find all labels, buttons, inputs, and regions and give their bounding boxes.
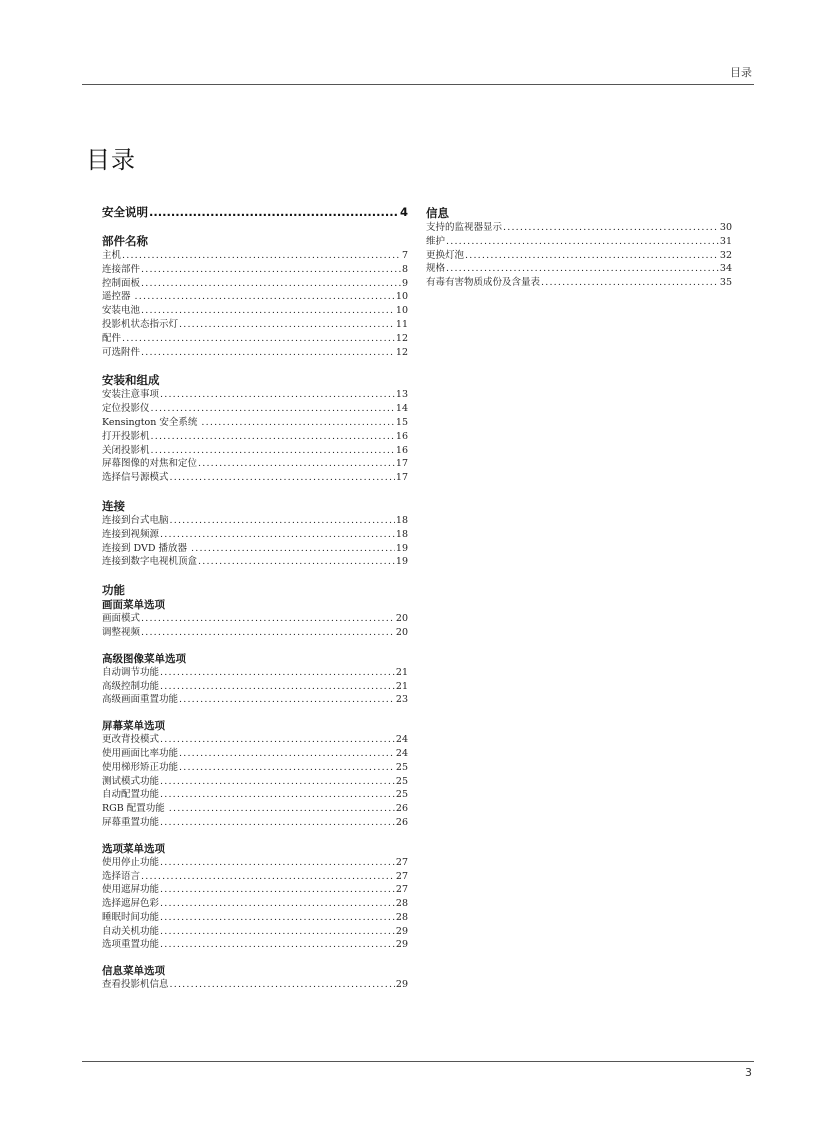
toc-entry-label: 屏幕图像的对焦和定位 [102,458,198,470]
subsection-title: 屏幕菜单选项 [102,720,165,733]
toc-entry-page: 14 [395,403,408,415]
toc-entry-page: 15 [395,416,408,428]
toc-entry-label: 高级控制功能 [102,680,160,692]
toc-entry-label: 高级画面重置功能 [102,694,179,706]
toc-entry[interactable] [102,883,408,897]
toc-dot-leader [141,626,395,640]
toc-dot-leader [151,430,395,444]
page-title: 目录 [86,146,136,174]
toc-entry[interactable] [102,471,408,485]
toc-dot-leader [170,471,395,485]
toc-dot-leader [141,870,395,884]
toc-entry[interactable] [102,332,408,346]
toc-entry-label: Kensington 安全系统 [102,416,201,428]
toc-entry[interactable] [102,388,408,402]
toc-dot-leader [160,816,395,830]
toc-entry-label: 打开投影机 [102,430,150,442]
toc-entry-page: 13 [395,389,408,401]
toc-entry-page: 28 [395,898,408,910]
toc-dot-leader [160,775,395,789]
toc-entry-label: 测试模式功能 [102,775,160,787]
subsection-title: 信息菜单选项 [102,965,165,978]
toc-entry[interactable] [102,856,408,870]
toc-dot-leader [160,388,395,402]
toc-section-information [426,205,732,290]
toc-dot-leader [446,262,719,276]
toc-entry-list [102,612,408,640]
subsection-title: 画面菜单选项 [102,599,165,612]
toc-entry[interactable] [102,444,408,458]
toc-entry[interactable] [102,733,408,747]
toc-entry-label: 自动调节功能 [102,666,160,678]
header-rule [82,84,754,85]
toc-entry-list [102,733,408,830]
toc-entry[interactable] [426,235,732,249]
toc-dot-leader [170,514,395,528]
toc-entry[interactable] [102,346,408,360]
toc-entry[interactable] [426,221,732,235]
toc-entry-label: 选择信号源模式 [102,472,169,484]
section-title: 功能 [102,583,125,598]
toc-dot-leader [141,304,395,318]
toc-entry-label: 连接到台式电脑 [102,514,169,526]
toc-entry[interactable] [102,666,408,680]
toc-entry-label: 安装电池 [102,305,141,317]
toc-dot-leader [160,911,395,925]
toc-entry-page: 21 [395,680,408,692]
toc-entry[interactable] [426,276,732,290]
toc-entry-label: 维护 [426,235,446,247]
toc-entry[interactable] [102,626,408,640]
toc-entry-page: 19 [395,542,408,554]
toc-left-column [102,204,408,1005]
toc-dot-leader [179,761,395,775]
running-header: 目录 [730,66,752,79]
toc-entry[interactable] [102,680,408,694]
toc-dot-leader [160,528,395,542]
toc-dot-leader [160,897,395,911]
toc-entry-page: 23 [395,694,408,706]
section-title: 信息 [426,206,449,220]
toc-entry-page: 12 [395,346,408,358]
toc-entry-label: 安全说明 [102,205,148,219]
subsection-title: 选项菜单选项 [102,842,165,855]
toc-entry[interactable] [102,897,408,911]
toc-entry-label: 有毒有害物质成份及含量表 [426,277,541,289]
toc-entry-page: 35 [719,277,732,289]
toc-entry-page: 16 [395,444,408,456]
toc-entry[interactable] [102,938,408,952]
toc-dot-leader [122,332,395,346]
toc-entry-label: 调整视频 [102,626,141,638]
toc-dot-leader [141,612,395,626]
toc-entry-page: 31 [719,235,732,247]
toc-dot-leader [179,693,395,707]
toc-dot-leader [446,235,719,249]
toc-dot-leader [465,249,719,263]
toc-entry-label: 选择语言 [102,870,141,882]
toc-entry[interactable] [102,402,408,416]
footer-rule [82,1061,754,1062]
toc-entry-label: 投影机状态指示灯 [102,318,179,330]
toc-entry[interactable] [102,911,408,925]
toc-entry-page: 32 [719,249,732,261]
toc-entry-page: 10 [395,291,408,303]
toc-dot-leader [541,276,719,290]
toc-dot-leader [201,416,395,430]
toc-dot-leader [151,444,395,458]
toc-entry[interactable] [102,249,408,263]
toc-entry-label: 选择遮屏色彩 [102,898,160,910]
toc-dot-leader [160,925,395,939]
toc-entry[interactable] [102,761,408,775]
toc-entry-page: 18 [395,514,408,526]
toc-entry-list [102,249,408,359]
toc-entry-label: 使用停止功能 [102,856,160,868]
toc-dot-leader [160,856,395,870]
toc-entry-list [102,856,408,953]
toc-entry-label: 连接到数字电视机顶盒 [102,556,198,568]
toc-entry-page: 18 [395,528,408,540]
toc-dot-leader [160,883,395,897]
toc-entry-label: RGB 配置功能 [102,803,168,815]
toc-dot-leader [179,318,395,332]
toc-entry-page: 29 [395,939,408,951]
toc-dot-leader [160,938,395,952]
toc-entry-label: 更改背投模式 [102,734,160,746]
toc-entry-safety[interactable] [102,204,408,220]
toc-entry-label: 使用遮屏功能 [102,884,160,896]
toc-dot-leader [160,788,395,802]
toc-entry-page: 27 [395,884,408,896]
toc-entry[interactable] [102,304,408,318]
toc-entry-page: 17 [395,472,408,484]
toc-entry-label: 自动配置功能 [102,789,160,801]
toc-entry-page: 7 [401,250,408,261]
toc-entry[interactable] [102,318,408,332]
toc-entry[interactable] [102,290,408,304]
toc-entry-label: 连接到视频源 [102,528,160,540]
toc-entry-page: 19 [395,556,408,568]
toc-dot-leader [122,249,401,263]
toc-entry[interactable] [102,416,408,430]
toc-dot-leader [135,290,395,304]
toc-entry[interactable] [102,802,408,816]
toc-entry[interactable] [102,277,408,291]
toc-entry[interactable] [102,612,408,626]
toc-entry-label: 屏幕重置功能 [102,816,160,828]
toc-entry-page: 25 [395,789,408,801]
toc-entry[interactable] [102,870,408,884]
toc-entry-list [426,221,732,290]
toc-entry-label: 查看投影机信息 [102,979,169,991]
toc-entry[interactable] [102,514,408,528]
toc-entry[interactable] [426,262,732,276]
toc-entry[interactable] [102,816,408,830]
toc-entry-page: 20 [395,613,408,625]
toc-entry-list [102,666,408,707]
toc-dot-leader [198,555,395,569]
toc-dot-leader [160,680,395,694]
toc-entry-label: 支持的监视器显示 [426,222,503,233]
toc-entry[interactable] [102,788,408,802]
toc-entry[interactable] [102,528,408,542]
toc-entry-page: 12 [395,332,408,344]
toc-entry-label: 连接部件 [102,263,141,275]
toc-entry-page: 30 [719,222,732,233]
toc-entry[interactable] [102,775,408,789]
toc-entry-page: 24 [395,747,408,759]
toc-entry-label: 配件 [102,332,122,344]
toc-entry[interactable] [102,978,408,992]
toc-dot-leader [160,733,395,747]
toc-section-parts [102,233,408,359]
section-title: 安装和组成 [102,373,160,388]
toc-entry-page: 21 [395,666,408,678]
toc-dot-leader [198,457,395,471]
toc-entry-label: 关闭投影机 [102,444,150,456]
toc-entry-label: 连接到 DVD 播放器 [102,542,190,554]
toc-section-install [102,372,408,485]
toc-entry-label: 定位投影仪 [102,403,150,415]
toc-entry-label: 主机 [102,250,122,261]
toc-entry-page: 4 [399,205,408,219]
toc-entry[interactable] [102,542,408,556]
toc-dot-leader [141,263,401,277]
page-number: 3 [745,1066,752,1079]
toc-entry-page: 29 [395,979,408,991]
toc-entry-label: 安装注意事项 [102,389,160,401]
toc-dot-leader [503,221,719,235]
toc-section-safety [102,204,408,220]
toc-entry-page: 11 [395,318,408,330]
toc-entry-label: 更换灯泡 [426,249,465,261]
toc-entry-list [102,388,408,485]
toc-right-column [426,204,732,303]
toc-entry-label: 遥控器 [102,291,134,303]
toc-entry-label: 画面模式 [102,613,141,625]
toc-entry-page: 10 [395,305,408,317]
toc-entry[interactable] [102,430,408,444]
toc-section-connect [102,498,408,569]
toc-dot-leader [169,802,395,816]
toc-entry-label: 控制面板 [102,277,141,289]
toc-entry-page: 9 [401,277,408,289]
toc-entry[interactable] [102,925,408,939]
toc-entry-label: 规格 [426,263,446,275]
toc-entry-list [102,978,408,992]
toc-entry[interactable] [102,555,408,569]
toc-dot-leader [170,978,395,992]
toc-entry[interactable] [102,263,408,277]
toc-entry-page: 16 [395,430,408,442]
toc-entry-list [102,514,408,569]
toc-entry-page: 34 [719,263,732,275]
toc-dot-leader [160,666,395,680]
toc-dot-leader [141,346,395,360]
toc-entry-page: 8 [401,263,408,275]
toc-entry-page: 27 [395,870,408,882]
toc-entry-page: 26 [395,816,408,828]
toc-entry-page: 27 [395,856,408,868]
toc-entry[interactable] [426,249,732,263]
toc-entry-page: 25 [395,775,408,787]
toc-entry-label: 睡眠时间功能 [102,911,160,923]
toc-entry[interactable] [102,457,408,471]
toc-dot-leader [151,402,395,416]
toc-dot-leader [149,204,399,220]
toc-entry-page: 20 [395,626,408,638]
toc-section-functions [102,582,408,992]
toc-entry-page: 29 [395,925,408,937]
toc-entry-label: 使用梯形矫正功能 [102,761,179,773]
toc-entry-page: 28 [395,911,408,923]
toc-dot-leader [191,542,395,556]
subsection-title: 高级图像菜单选项 [102,652,186,665]
toc-dot-leader [141,277,401,291]
toc-dot-leader [179,747,395,761]
toc-entry-label: 可选附件 [102,346,141,358]
toc-entry-label: 使用画面比率功能 [102,747,179,759]
section-title: 部件名称 [102,234,148,248]
toc-entry-page: 25 [395,761,408,773]
toc-entry[interactable] [102,693,408,707]
toc-entry-page: 26 [395,803,408,815]
toc-entry-page: 24 [395,734,408,746]
toc-entry-label: 自动关机功能 [102,925,160,937]
toc-entry-page: 17 [395,458,408,470]
toc-entry[interactable] [102,747,408,761]
section-title: 连接 [102,498,125,513]
toc-entry-label: 选项重置功能 [102,939,160,951]
